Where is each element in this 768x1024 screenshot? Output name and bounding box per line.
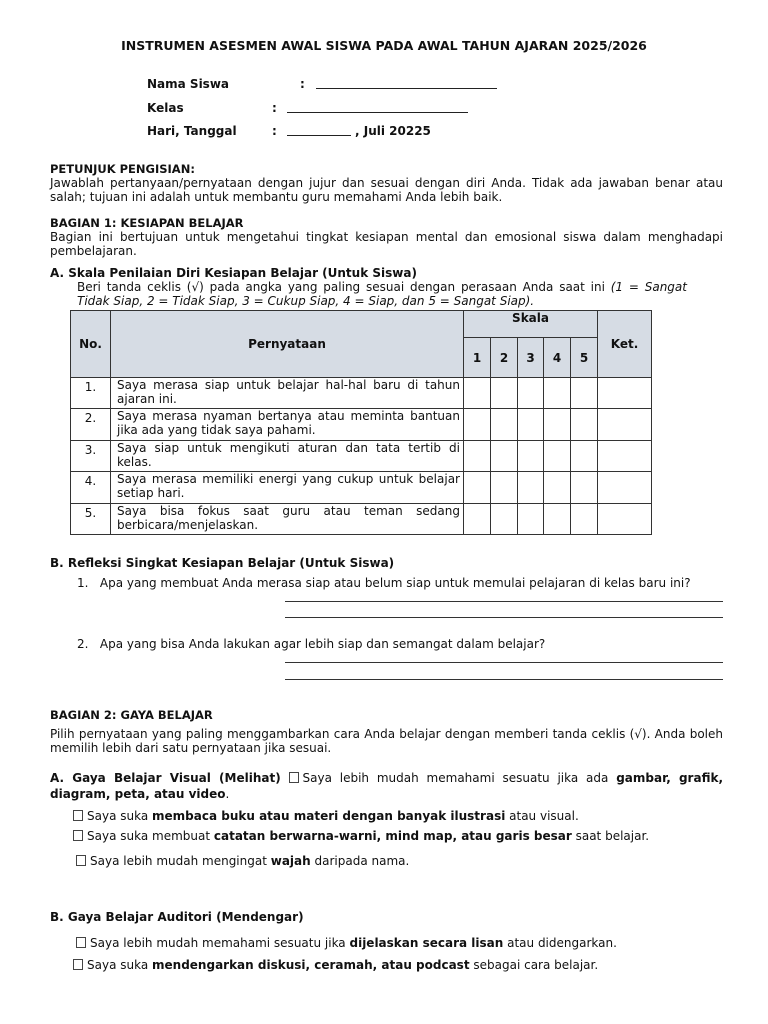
table-row	[71, 441, 652, 472]
scale-cell-5[interactable]	[571, 504, 598, 535]
row-statement: Saya merasa nyaman bertanya atau meminta bantuan jika ada yang tidak saya pahami.	[111, 409, 464, 441]
question-2: 2. Apa yang bisa Anda lakukan agar lebih siap dan semangat dalam belajar?	[77, 637, 546, 651]
row-number: 5.	[71, 504, 111, 535]
bagian2-heading: BAGIAN 2: GAYA BELAJAR	[50, 708, 213, 722]
tanggal-field[interactable]	[287, 125, 351, 136]
visual-first-item: A. Gaya Belajar Visual (Melihat) Saya lebih mudah memahami sesuatu jika ada gambar, grafik, diagram, peta, atau video.	[50, 771, 724, 801]
scale-cell-1[interactable]	[464, 441, 491, 472]
kelas-field[interactable]	[287, 102, 468, 113]
visual-item-3: Saya suka membuat catatan berwarna-warni, mind map, atau garis besar saat belajar.	[73, 829, 649, 843]
answer-line-1b[interactable]	[285, 617, 723, 618]
col-pernyataan-header: Pernyataan	[111, 311, 464, 378]
petunjuk-text: Jawablah pertanyaan/pernyataan dengan jujur dan sesuai dengan diri Anda. Tidak ada jawaban benar atau salah; tujuan ini adalah untuk membantu guru memahami Anda lebih baik.	[50, 176, 723, 204]
scale-cell-2[interactable]	[491, 378, 518, 409]
scale-cell-4[interactable]	[544, 504, 571, 535]
row-statement: Saya siap untuk mengikuti aturan dan tata tertib di kelas.	[111, 441, 464, 472]
scale-cell-1[interactable]	[464, 378, 491, 409]
tanggal-colon: :	[272, 124, 277, 138]
row-number: 2.	[71, 409, 111, 441]
col-skala-header: Skala	[464, 311, 598, 338]
table-row	[71, 472, 652, 504]
question-1: 1. Apa yang membuat Anda merasa siap atau belum siap untuk memulai pelajaran di kelas baru ini?	[77, 576, 691, 590]
scale-cell-3[interactable]	[518, 441, 544, 472]
checkbox-icon[interactable]	[76, 937, 86, 948]
ket-cell[interactable]	[598, 409, 652, 441]
scale-cell-4[interactable]	[544, 378, 571, 409]
scale-header-5: 5	[571, 338, 598, 378]
scale-cell-4[interactable]	[544, 409, 571, 441]
bagian1-heading: BAGIAN 1: KESIAPAN BELAJAR	[50, 216, 244, 230]
scale-header-3: 3	[518, 338, 544, 378]
checkbox-icon[interactable]	[76, 855, 86, 866]
bagian2-a-heading: A. Gaya Belajar Visual (Melihat)	[50, 771, 281, 785]
scale-cell-5[interactable]	[571, 378, 598, 409]
table-row	[71, 504, 652, 535]
auditory-item-2: Saya suka mendengarkan diskusi, ceramah, atau podcast sebagai cara belajar.	[73, 958, 598, 972]
scale-cell-3[interactable]	[518, 409, 544, 441]
table-row	[71, 409, 652, 441]
ket-cell[interactable]	[598, 378, 652, 409]
answer-line-1a[interactable]	[285, 601, 723, 602]
visual-item-4: Saya lebih mudah mengingat wajah daripada nama.	[76, 854, 409, 868]
nama-label: Nama Siswa	[147, 77, 230, 91]
row-number: 4.	[71, 472, 111, 504]
instruction-scale-legend: (1 = Sangat Tidak Siap, 2 = Tidak Siap, 3 = Cukup Siap, 4 = Siap, dan 5 = Sangat Siap).	[77, 280, 687, 308]
scale-cell-4[interactable]	[544, 472, 571, 504]
kelas-colon: :	[272, 101, 277, 115]
scale-cell-1[interactable]	[464, 504, 491, 535]
scale-cell-2[interactable]	[491, 409, 518, 441]
bagian1-text: Bagian ini bertujuan untuk mengetahui tingkat kesiapan mental dan emosional siswa dalam menghadapi pembelajaran.	[50, 230, 723, 258]
scale-cell-2[interactable]	[491, 441, 518, 472]
bagian2-text: Pilih pernyataan yang paling menggambarkan cara Anda belajar dengan memberi tanda ceklis (√). Anda boleh memilih lebih dari satu pernyataan jika sesuai.	[50, 727, 723, 755]
scale-header-1: 1	[464, 338, 491, 378]
ket-cell[interactable]	[598, 441, 652, 472]
row-number: 1.	[71, 378, 111, 409]
scale-header-4: 4	[544, 338, 571, 378]
auditory-item-1: Saya lebih mudah memahami sesuatu jika dijelaskan secara lisan atau didengarkan.	[76, 936, 617, 950]
bagian2-b-heading: B. Gaya Belajar Auditori (Mendengar)	[50, 910, 304, 924]
scale-cell-4[interactable]	[544, 441, 571, 472]
checkbox-icon[interactable]	[73, 959, 83, 970]
instruction-normal: Beri tanda ceklis (√) pada angka yang paling sesuai dengan perasaan Anda saat ini	[77, 280, 611, 294]
visual-item-2: Saya suka membaca buku atau materi dengan banyak ilustrasi atau visual.	[73, 809, 579, 823]
bagian1-b-heading: B. Refleksi Singkat Kesiapan Belajar (Untuk Siswa)	[50, 556, 395, 570]
bagian1-a-instruction	[77, 281, 687, 308]
row-number: 3.	[71, 441, 111, 472]
scale-cell-1[interactable]	[464, 472, 491, 504]
scale-cell-2[interactable]	[491, 504, 518, 535]
checkbox-icon[interactable]	[73, 830, 83, 841]
kelas-label: Kelas	[147, 101, 184, 115]
checkbox-icon[interactable]	[73, 810, 83, 821]
scale-cell-3[interactable]	[518, 504, 544, 535]
ket-cell[interactable]	[598, 504, 652, 535]
tanggal-suffix: , Juli 20225	[355, 124, 431, 138]
answer-line-2b[interactable]	[285, 679, 723, 680]
scale-cell-3[interactable]	[518, 472, 544, 504]
row-statement: Saya merasa siap untuk belajar hal-hal baru di tahun ajaran ini.	[111, 378, 464, 409]
ket-cell[interactable]	[598, 472, 652, 504]
bagian1-a-heading: A. Skala Penilaian Diri Kesiapan Belajar (Untuk Siswa)	[50, 266, 417, 280]
petunjuk-heading: PETUNJUK PENGISIAN:	[50, 162, 195, 176]
scale-header-2: 2	[491, 338, 518, 378]
scale-cell-1[interactable]	[464, 409, 491, 441]
nama-colon: :	[300, 77, 305, 91]
table-row	[71, 378, 652, 409]
scale-cell-5[interactable]	[571, 441, 598, 472]
answer-line-2a[interactable]	[285, 662, 723, 663]
scale-cell-5[interactable]	[571, 472, 598, 504]
scale-cell-3[interactable]	[518, 378, 544, 409]
row-statement: Saya merasa memiliki energi yang cukup untuk belajar setiap hari.	[111, 472, 464, 504]
scale-cell-5[interactable]	[571, 409, 598, 441]
checkbox-icon[interactable]	[289, 772, 299, 783]
nama-field[interactable]	[316, 78, 497, 89]
tanggal-label: Hari, Tanggal	[147, 124, 237, 138]
scale-cell-2[interactable]	[491, 472, 518, 504]
col-no-header: No.	[71, 311, 111, 378]
row-statement: Saya bisa fokus saat guru atau teman sedang berbicara/menjelaskan.	[111, 504, 464, 535]
document-title: INSTRUMEN ASESMEN AWAL SISWA PADA AWAL TAHUN AJARAN 2025/2026	[121, 38, 647, 53]
col-ket-header: Ket.	[598, 311, 652, 378]
readiness-scale-table	[70, 310, 652, 535]
